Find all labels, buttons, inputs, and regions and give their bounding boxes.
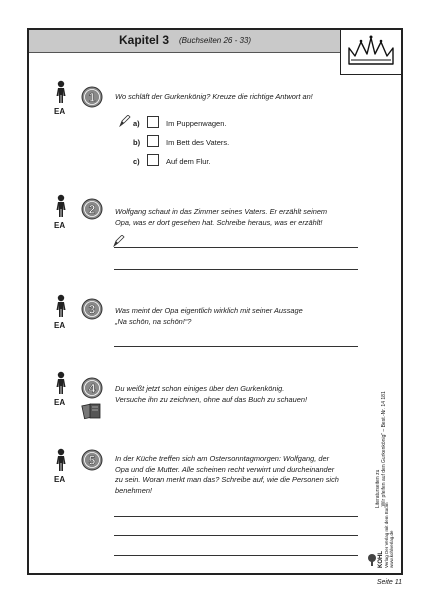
svg-text:1: 1 [88,90,96,105]
answer-line[interactable] [114,555,358,556]
task-1-question: Wo schläft der Gurkenkönig? Kreuze die richtige Antwort an! [115,92,313,101]
person-icon [55,80,67,104]
side-credit: Literaturseiten zu „Wir pfeifen auf den Gurkenkönig“ – Best.-Nr. 14 181 [375,391,387,508]
svg-text:4: 4 [88,381,96,396]
task-5-question: In der Küche treffen sich am Ostersonntagmorgen: Wolfgang, der Opa und die Mutter. Alle scheinen recht verwirrt und durcheinander zu sein. Woran merkt man das? Schreibe auf, wie die Personen sich benehmen! [115,454,339,495]
task-label-ea: EA [54,107,66,116]
person-icon [55,294,67,318]
option-text-b: Im Bett des Vaters. [166,138,230,147]
person-icon [55,194,67,218]
worksheet-frame [27,28,403,575]
option-letter-a: a) [133,119,140,128]
task-label-ea: EA [54,321,66,330]
checkbox-a[interactable] [147,116,159,128]
task-3-question: Was meint der Opa eigentlich wirklich mit seiner Aussage „Na schön, na schön!“? [115,306,303,326]
option-text-c: Auf dem Flur. [166,157,211,166]
person-icon [55,448,67,472]
task-number-5 [81,449,103,471]
publisher-logo [367,502,401,570]
chapter-pages: (Buchseiten 26 - 33) [179,36,252,45]
task-number-1 [81,86,103,108]
task-number-2 [81,198,103,220]
answer-line[interactable] [114,346,358,347]
svg-text:2: 2 [88,202,96,217]
publisher-sub: Verlag Der Verlag mit dem Baum [384,502,389,568]
task-number-4 [81,377,103,399]
svg-text:3: 3 [88,302,96,317]
checkbox-c[interactable] [147,154,159,166]
task-number-3 [81,298,103,320]
option-letter-c: c) [133,157,140,166]
option-letter-b: b) [133,138,141,147]
chapter-header [29,30,341,53]
chapter-title: Kapitel 3 [119,33,170,47]
answer-line[interactable] [114,247,358,248]
pencil-icon [119,115,131,127]
checkbox-b[interactable] [147,135,159,147]
option-text-a: Im Puppenwagen. [166,119,227,128]
tree-icon [367,554,377,566]
crown-box [340,29,402,75]
pencil-icon [113,235,125,247]
task-label-ea: EA [54,398,66,407]
crown-icon [341,30,401,74]
task-label-ea: EA [54,221,66,230]
task-label-ea: EA [54,475,66,484]
books-icon [81,402,103,420]
answer-line[interactable] [114,535,358,536]
page-number: Seite 11 [376,579,402,586]
task-2-question: Wolfgang schaut in das Zimmer seines Vaters. Er erzählt seinem Opa, was er dort gesehen hat. Schreibe heraus, was er erzählt! [115,207,328,227]
answer-line[interactable] [114,516,358,517]
person-icon [55,371,67,395]
task-4-question: Du weißt jetzt schon einiges über den Gurkenkönig. Versuche ihn zu zeichnen, ohne auf das Buch zu schauen! [115,384,308,404]
publisher-url: www.kohlverlag.de [389,530,394,568]
publisher-name: KOHL [378,551,384,568]
svg-text:5: 5 [88,453,96,468]
answer-line[interactable] [114,269,358,270]
